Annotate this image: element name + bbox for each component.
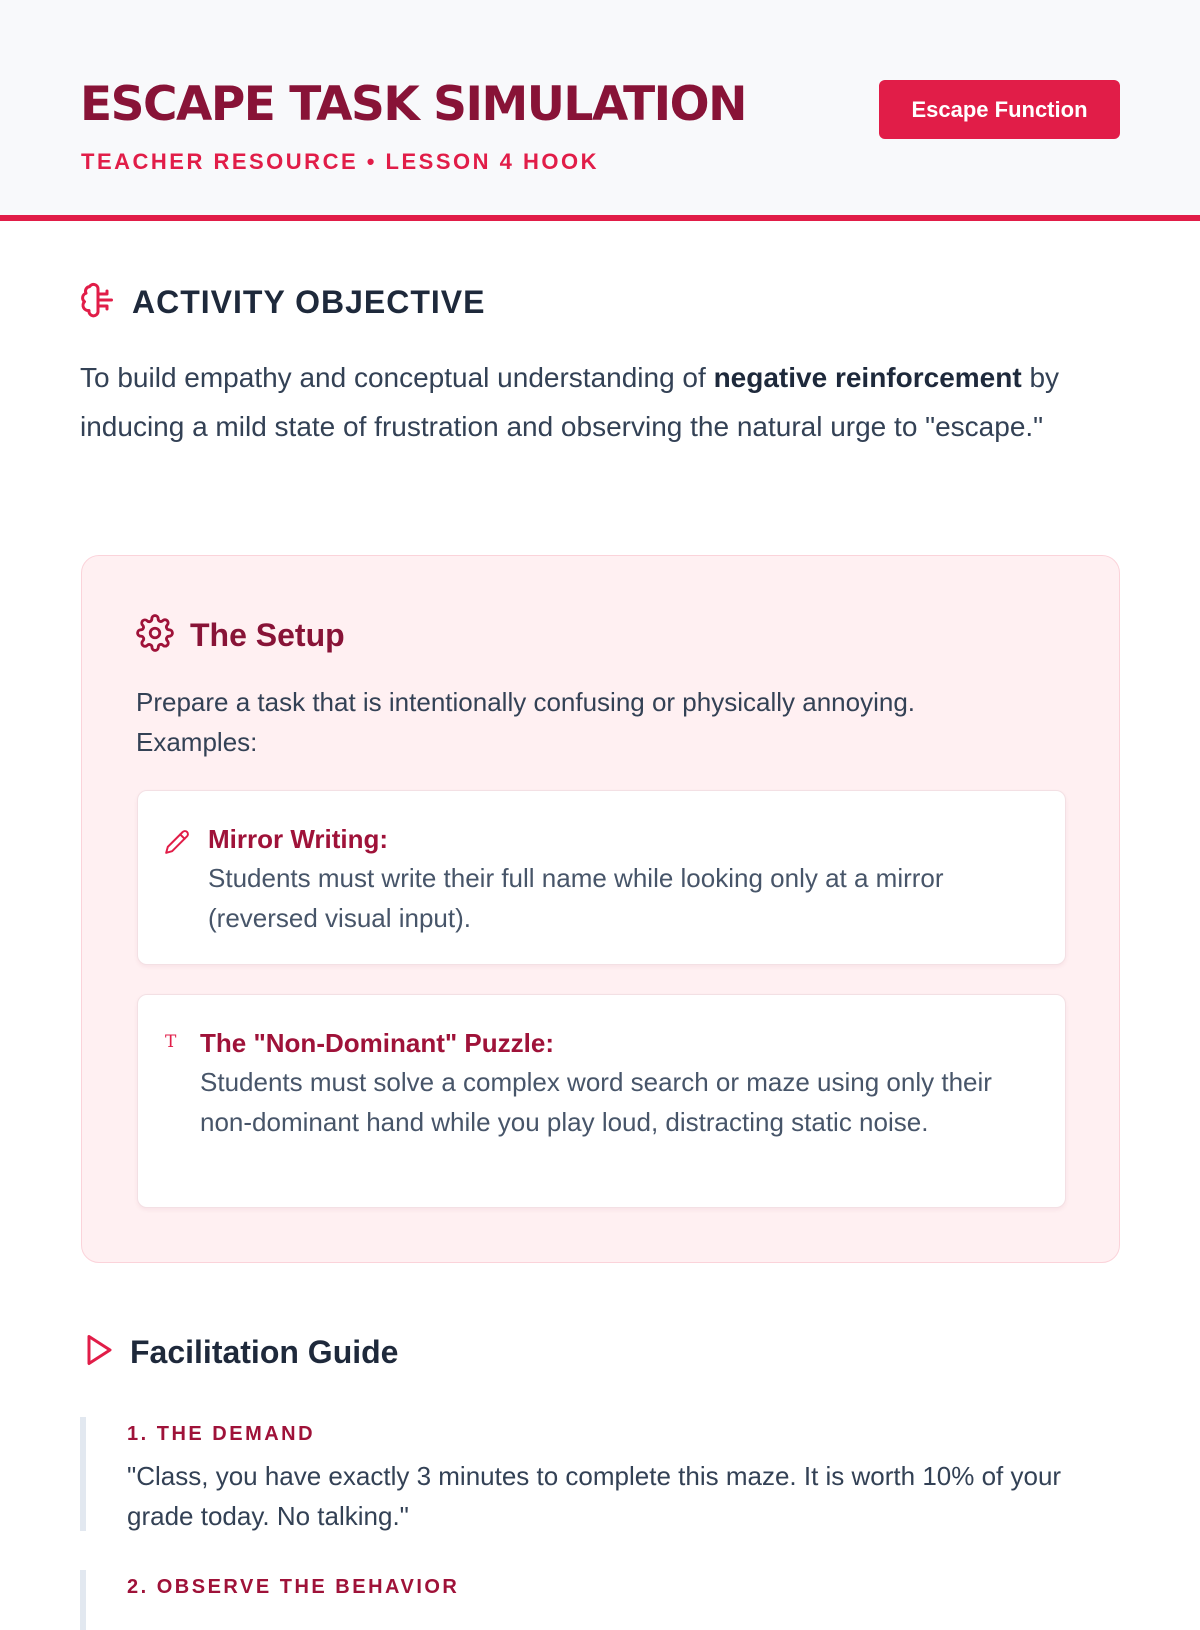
guide-heading-row — [80, 1332, 398, 1373]
escape-function-button[interactable]: Escape Function — [879, 80, 1120, 139]
example-card — [137, 790, 1066, 965]
setup-heading-row — [136, 614, 345, 657]
gear-icon — [136, 614, 174, 657]
setup-intro: Prepare a task that is intentionally confusing or physically annoying. Examples: — [136, 687, 915, 757]
pencil-icon — [164, 829, 190, 860]
example-title: The "Non-Dominant" Puzzle: — [200, 1028, 554, 1058]
objective-heading-row — [80, 282, 485, 323]
setup-heading: The Setup — [190, 617, 345, 653]
example-description: Students must write their full name while looking only at a mirror (reversed visual input). — [208, 863, 944, 933]
objective-heading: ACTIVITY OBJECTIVE — [132, 284, 486, 320]
example-card — [137, 994, 1066, 1208]
objective-text: To build empathy and conceptual understanding of negative reinforcement by inducing a mild state of frustration and observing the natural urge to "escape." — [80, 362, 1060, 442]
brain-icon — [80, 282, 116, 323]
step-text: "Class, you have exactly 3 minutes to complete this maze. It is worth 10% of your grade today. No talking." — [127, 1461, 1062, 1531]
text-icon: T — [165, 1032, 177, 1052]
step-label: 1. THE DEMAND — [127, 1423, 316, 1445]
objective-keyword: negative reinforcement — [713, 362, 1022, 393]
setup-card — [81, 555, 1120, 1263]
page-header — [0, 0, 1200, 221]
step-label: 2. OBSERVE THE BEHAVIOR — [127, 1576, 460, 1598]
guide-heading: Facilitation Guide — [130, 1334, 399, 1370]
play-icon — [80, 1332, 116, 1373]
page-title: ESCAPE TASK SIMULATION — [80, 77, 746, 132]
example-description: Students must solve a complex word search or maze using only their non-dominant hand while you play loud, distracting static noise. — [200, 1067, 992, 1137]
guide-step — [80, 1570, 1120, 1630]
guide-step — [80, 1417, 1120, 1531]
page-subtitle: TEACHER RESOURCE • LESSON 4 HOOK — [81, 149, 599, 174]
example-title: Mirror Writing: — [208, 824, 389, 854]
